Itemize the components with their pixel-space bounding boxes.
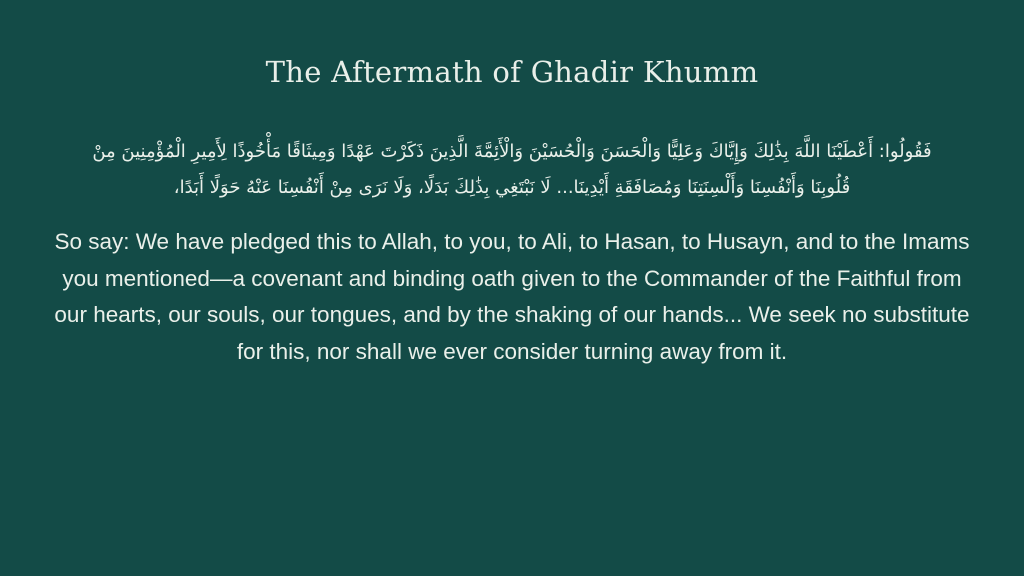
slide-title: The Aftermath of Ghadir Khumm	[265, 55, 759, 89]
arabic-quote: فَقُولُوا: أَعْطَيْنَا اللَّهَ بِذَٰلِكَ وَإِيَّاكَ وَعَلِيًّا وَالْحَسَنَ وَالْحُسَيْنَ وَالْأَئِمَّةَ الَّذِينَ ذَكَرْتَ عَهْدًا وَمِيثَاقًا مَأْخُوذًا لِأَمِيرِ الْمُؤْمِنِينَ مِنْ قُلُوبِنَا وَأَنْفُسِنَا وَأَلْسِنَتِنَا وَمُصَافَقَةِ أَيْدِينَا... لَا نَبْتَغِي بِذَٰلِكَ بَدَلًا، وَلَا نَرَى مِنْ أَنْفُسِنَا عَنْهُ حَوَلًا أَبَدًا،	[92, 141, 932, 198]
english-translation: So say: We have pledged this to Allah, to you, to Ali, to Hasan, to Husayn, and to the Imams you mentioned—a covenant and binding oath given to the Commander of the Faithful from our hearts, our souls, our tongues, and by the shaking of our hands... We seek no substitute for this, nor shall we ever consider turning away from it.	[54, 229, 970, 364]
